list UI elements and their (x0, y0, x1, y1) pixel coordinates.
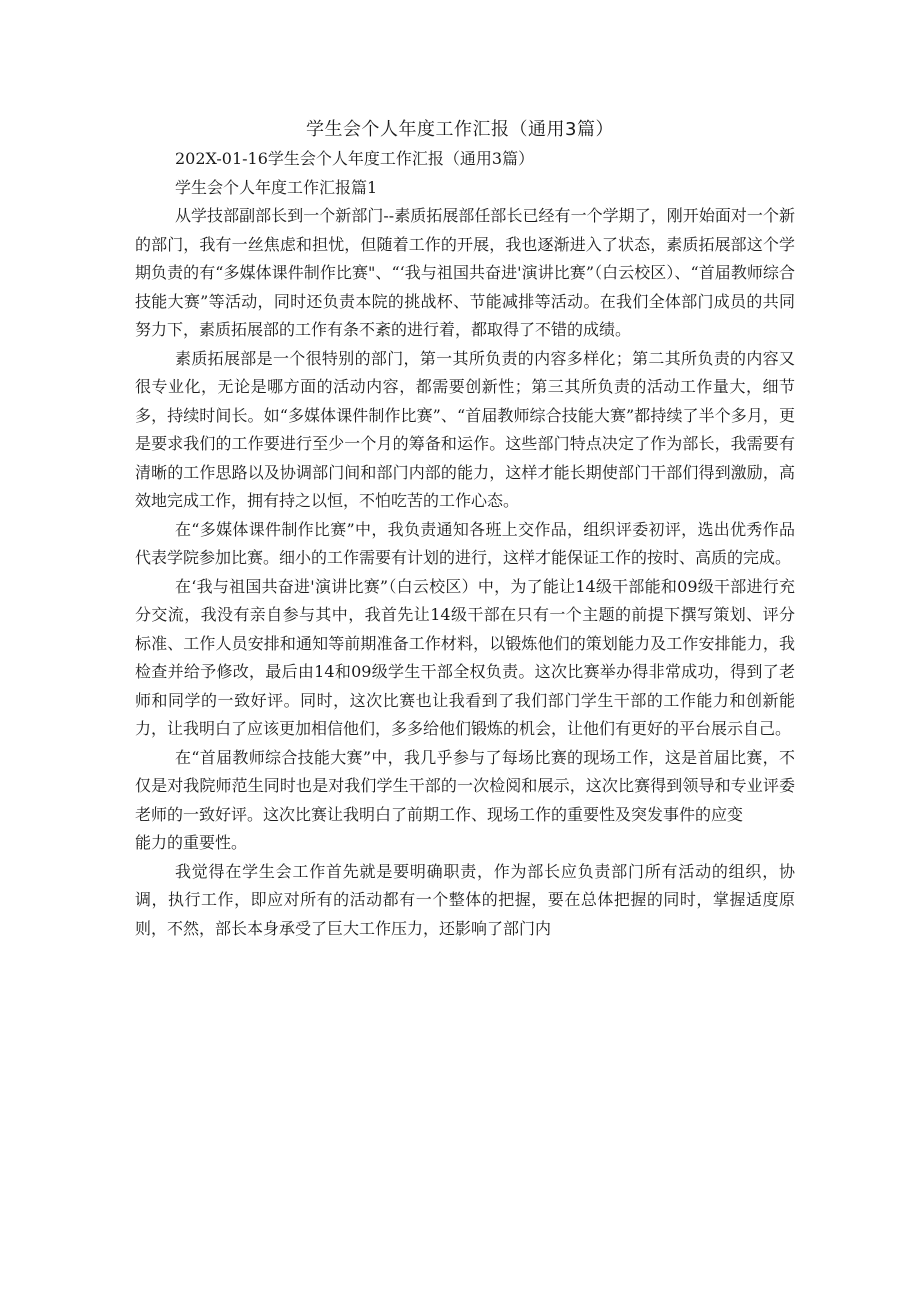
section-heading: 学生会个人年度工作汇报篇1 (175, 177, 378, 197)
paragraph: 我觉得在学生会工作首先就是要明确职责，作为部长应负责部门所有活动的组织，协调，执行工作，即应对所有的活动都有一个整体的把握，要在总体把握的同时，掌握适度原则，不然，部长本身承受了巨大工作压力，还影响了部门内 (135, 861, 795, 938)
date-line: 202X-01-16学生会个人年度工作汇报（通用3篇） (175, 149, 535, 168)
paragraph: 在“多媒体课件制作比赛”中，我负责通知各班上交作品，组织评委初评，选出优秀作品代表学院参加比赛。细小的工作需要有计划的进行，这样才能保证工作的按时、高质的完成。 (135, 519, 795, 567)
paragraph: 在‘我与祖国共奋进'演讲比赛”（白云校区）中，为了能让14级干部能和09级干部进行充分交流，我没有亲自参与其中，我首先让14级干部在只有一个主题的前提下撰写策划、评分标准、工作人员安排和通知等前期准备工作材料，以锻炼他们的策划能力及工作安排能力，我检查并给予修改，最后由14和09级学生干部全权负责。这次比赛举办得非常成功，得到了老师和同学的一致好评。同时，这次比赛也让我看到了我们部门学生干部的工作能力和创新能力，让我明白了应该更加相信他们，多多给他们锻炼的机会，让他们有更好的平台展示自己。 (135, 576, 795, 738)
document-body (135, 145, 795, 943)
paragraph: 素质拓展部是一个很特别的部门，第一其所负责的内容多样化；第二其所负责的内容又很专业化，无论是哪方面的活动内容，都需要创新性；第三其所负责的活动工作量大，细节多，持续时间长。如“多媒体课件制作比赛”、“首届教师综合技能大赛”都持续了半个多月，更是要求我们的工作要进行至少一个月的筹备和运作。这些部门特点决定了作为部长，我需要有清晰的工作思路以及协调部门间和部门内部的能力，这样才能长期使部门干部们得到激励，高效地完成工作，拥有持之以恒，不怕吃苦的工作心态。 (135, 348, 795, 510)
paragraph: 在“首届教师综合技能大赛”中，我几乎参与了每场比赛的现场工作，这是首届比赛，不仅是对我院师范生同时也是对我们学生干部的一次检阅和展示，这次比赛得到领导和专业评委老师的一致好评。这次比赛让我明白了前期工作、现场工作的重要性及突发事件的应变 (135, 747, 795, 824)
document-title: 学生会个人年度工作汇报（通用3篇） (306, 119, 614, 140)
paragraph: 从学技部副部长到一个新部门--素质拓展部任部长已经有一个学期了，刚开始面对一个新的部门，我有一丝焦虑和担忧，但随着工作的开展，我也逐渐进入了状态，素质拓展部这个学期负责的有“多媒体课件制作比赛"、“‘我与祖国共奋进'演讲比赛”（白云校区）、“首届教师综合技能大赛”等活动，同时还负责本院的挑战杯、节能减排等活动。在我们全体部门成员的共同努力下，素质拓展部的工作有条不紊的进行着，都取得了不错的成绩。 (135, 206, 795, 339)
paragraph-continuation: 能力的重要性。 (135, 833, 248, 852)
